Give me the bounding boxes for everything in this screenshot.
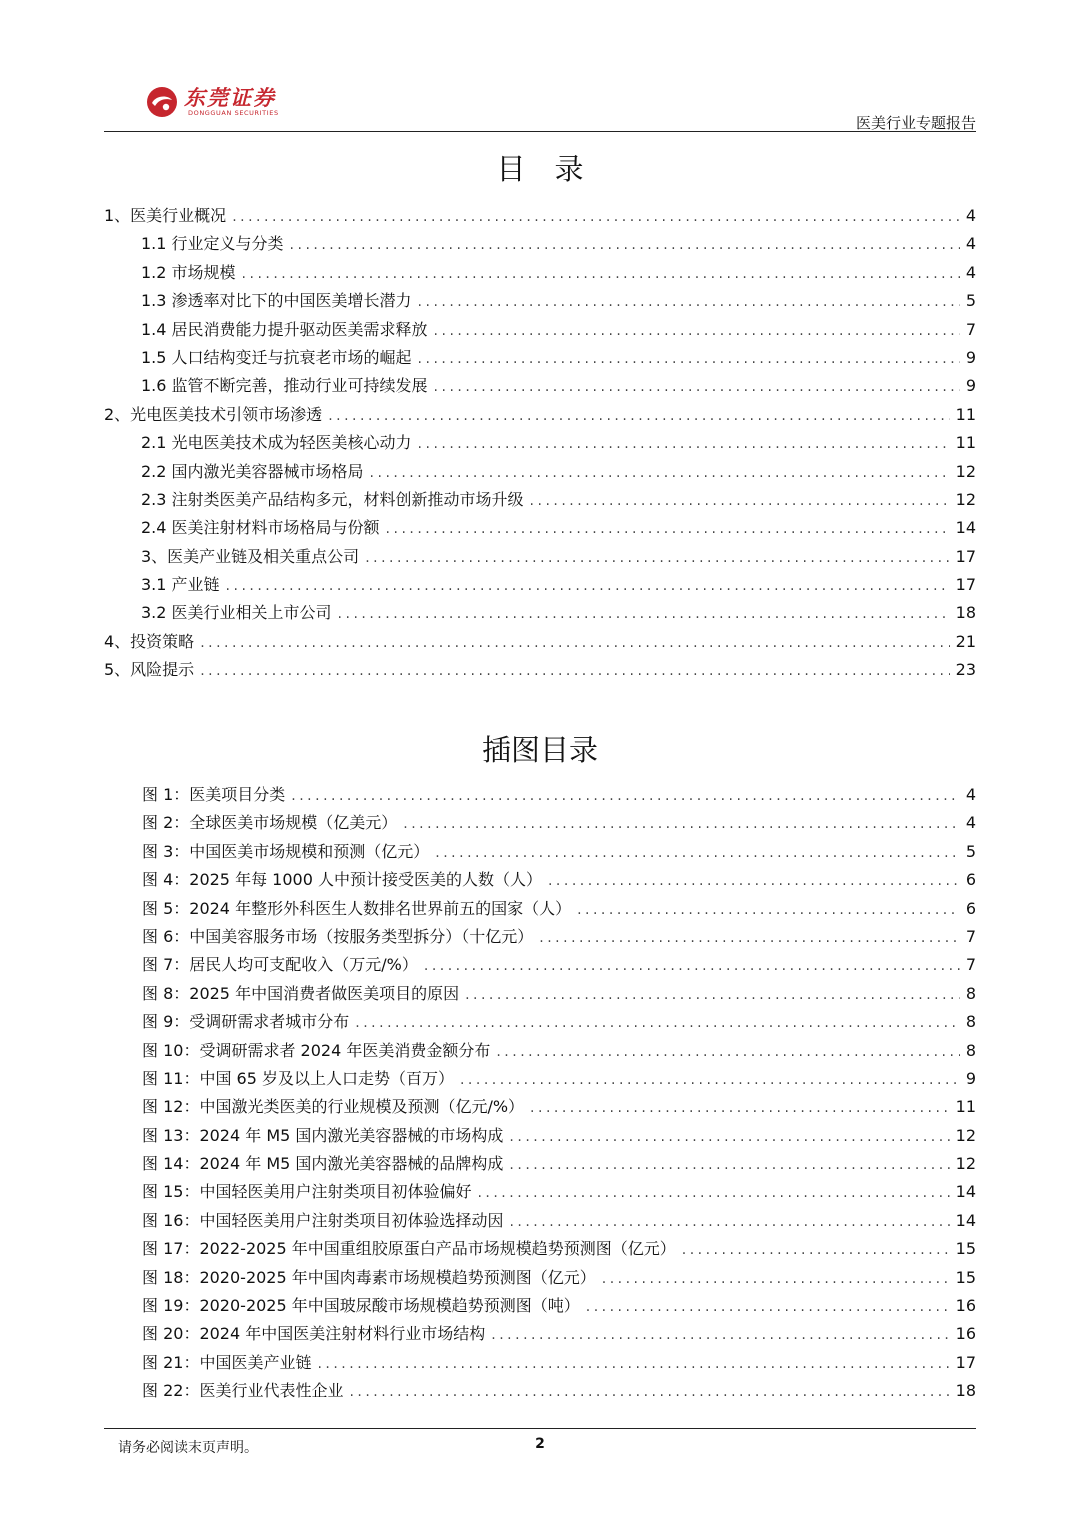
toc-entry-page: 14 bbox=[955, 518, 976, 538]
toc-entry-label: 3.2 医美行业相关上市公司 bbox=[141, 603, 332, 623]
figure-entry-page: 15 bbox=[955, 1267, 976, 1287]
figure-entry-label: 图 3：中国医美市场规模和预测（亿元） bbox=[142, 841, 430, 861]
page-number: 2 bbox=[535, 1436, 545, 1452]
brand-logo bbox=[146, 86, 279, 118]
dot-leader bbox=[509, 1155, 949, 1175]
figure-entry-label: 图 15：中国轻医美用户注射类项目初体验偏好 bbox=[142, 1182, 472, 1202]
dot-leader bbox=[338, 604, 950, 624]
dot-leader bbox=[349, 1382, 949, 1402]
toc-entry-label: 2.4 医美注射材料市场格局与份额 bbox=[141, 518, 380, 538]
figure-entry-label: 图 7：居民人均可支配收入（万元/%） bbox=[142, 955, 418, 975]
figure-entry-label: 图 4：2025 年每 1000 人中预计接受医美的人数（人） bbox=[142, 870, 542, 890]
figure-entry-label: 图 19：2020-2025 年中国玻尿酸市场规模趋势预测图（吨） bbox=[142, 1296, 580, 1316]
dot-leader bbox=[290, 235, 960, 255]
figure-entry-page: 15 bbox=[955, 1239, 976, 1259]
figure-entry-page: 4 bbox=[965, 785, 976, 804]
dot-leader bbox=[435, 843, 960, 863]
figure-entry[interactable] bbox=[142, 1097, 976, 1125]
disclaimer-note: 请务必阅读末页声明。 bbox=[118, 1440, 258, 1456]
brand-logo-mark-icon bbox=[146, 86, 178, 118]
toc-entry[interactable] bbox=[104, 603, 976, 631]
dot-leader bbox=[586, 1297, 950, 1317]
toc-entry-label: 3、医美产业链及相关重点公司 bbox=[141, 546, 360, 566]
figure-entry[interactable] bbox=[142, 1324, 976, 1352]
toc-entry-label: 1.4 居民消费能力提升驱动医美需求释放 bbox=[141, 319, 428, 339]
figure-entry-label: 图 6：中国美容服务市场（按服务类型拆分）（十亿元） bbox=[142, 926, 534, 946]
toc-entry-label: 1.5 人口结构变迁与抗衰老市场的崛起 bbox=[141, 347, 412, 367]
figure-entry-label: 图 17：2022-2025 年中国重组胶原蛋白产品市场规模趋势预测图（亿元） bbox=[142, 1239, 676, 1259]
figure-entry[interactable] bbox=[142, 1353, 976, 1381]
toc-entry[interactable] bbox=[104, 405, 976, 433]
toc-entry-label: 5、风险提示 bbox=[104, 660, 195, 680]
brand-name-cn: 东莞证券 bbox=[184, 84, 276, 110]
toc-entry[interactable] bbox=[104, 462, 976, 490]
figure-entry-page: 6 bbox=[965, 870, 976, 890]
figure-list bbox=[142, 785, 976, 1410]
toc-entry-page: 11 bbox=[955, 404, 976, 424]
figure-entry-label: 图 10：受调研需求者 2024 年医美消费金额分布 bbox=[142, 1040, 491, 1060]
toc-entry-page: 23 bbox=[955, 660, 976, 680]
figure-entry-page: 8 bbox=[965, 983, 976, 1003]
dot-leader bbox=[200, 633, 949, 653]
dot-leader bbox=[682, 1240, 950, 1260]
dot-leader bbox=[370, 463, 950, 483]
page-header bbox=[104, 82, 976, 134]
dot-leader bbox=[496, 1042, 959, 1062]
dot-leader bbox=[530, 1098, 950, 1118]
figure-entry-page: 11 bbox=[955, 1097, 976, 1117]
toc-entry-page: 4 bbox=[965, 234, 976, 254]
toc-entry[interactable] bbox=[104, 660, 976, 688]
figure-entry[interactable] bbox=[142, 785, 976, 813]
toc-entry-label: 2.3 注射类医美产品结构多元，材料创新推动市场升级 bbox=[141, 489, 524, 509]
dot-leader bbox=[530, 491, 950, 511]
figure-entry[interactable] bbox=[142, 984, 976, 1012]
figure-entry-page: 12 bbox=[955, 1154, 976, 1174]
toc-entry-label: 1.1 行业定义与分类 bbox=[141, 234, 284, 254]
toc-entry-page: 12 bbox=[955, 461, 976, 481]
dot-leader bbox=[602, 1269, 950, 1289]
toc-entry[interactable] bbox=[104, 575, 976, 603]
figure-entry-label: 图 20：2024 年中国医美注射材料行业市场结构 bbox=[142, 1324, 486, 1344]
figure-entry-page: 8 bbox=[965, 1012, 976, 1032]
toc-entry-page: 9 bbox=[965, 376, 976, 396]
dot-leader bbox=[424, 956, 960, 976]
dot-leader bbox=[418, 292, 960, 312]
dot-leader bbox=[460, 1070, 960, 1090]
figure-entry-page: 16 bbox=[955, 1324, 976, 1344]
dot-leader bbox=[403, 814, 960, 834]
toc-entry-label: 3.1 产业链 bbox=[141, 575, 220, 595]
dot-leader bbox=[386, 519, 950, 539]
figure-entry-label: 图 8：2025 年中国消费者做医美项目的原因 bbox=[142, 983, 460, 1003]
toc-entry[interactable] bbox=[104, 206, 976, 234]
toc-entry-page: 17 bbox=[955, 575, 976, 595]
dot-leader bbox=[418, 349, 960, 369]
figure-entry-page: 18 bbox=[955, 1381, 976, 1401]
figure-entry-page: 14 bbox=[955, 1182, 976, 1202]
figure-entry-page: 4 bbox=[965, 813, 976, 833]
toc-entry[interactable] bbox=[104, 263, 976, 291]
figure-entry-label: 图 2：全球医美市场规模（亿美元） bbox=[142, 813, 398, 833]
figure-entry-page: 7 bbox=[965, 955, 976, 975]
figure-entry-page: 17 bbox=[955, 1352, 976, 1372]
toc-entry-label: 1.3 渗透率对比下的中国医美增长潜力 bbox=[141, 291, 412, 311]
figure-entry-label: 图 5：2024 年整形外科医生人数排名世界前五的国家（人） bbox=[142, 898, 572, 918]
dot-leader bbox=[539, 928, 960, 948]
dot-leader bbox=[491, 1325, 949, 1345]
toc-entry-page: 17 bbox=[955, 546, 976, 566]
dot-leader bbox=[317, 1354, 949, 1374]
figure-entry[interactable] bbox=[142, 1381, 976, 1409]
toc-entry-label: 1.2 市场规模 bbox=[141, 262, 236, 282]
figure-entry[interactable] bbox=[142, 1182, 976, 1210]
toc-entry-page: 11 bbox=[955, 433, 976, 453]
figure-entry-label: 图 12：中国激光类医美的行业规模及预测（亿元/%） bbox=[142, 1097, 525, 1117]
figure-entry-label: 图 1：医美项目分类 bbox=[142, 785, 286, 804]
toc-entry-label: 2.2 国内激光美容器械市场格局 bbox=[141, 461, 364, 481]
toc-entry[interactable] bbox=[104, 490, 976, 518]
toc-entry-page: 12 bbox=[955, 489, 976, 509]
figure-entry-label: 图 22：医美行业代表性企业 bbox=[142, 1381, 344, 1401]
figure-entry-page: 16 bbox=[955, 1296, 976, 1316]
dot-leader bbox=[434, 377, 960, 397]
dot-leader bbox=[465, 985, 960, 1005]
toc-title: 目 录 bbox=[496, 152, 584, 186]
dot-leader bbox=[291, 786, 960, 806]
figure-entry-page: 7 bbox=[965, 926, 976, 946]
figure-entry-page: 6 bbox=[965, 898, 976, 918]
report-type: 医美行业专题报告 bbox=[855, 114, 976, 132]
toc-entry[interactable] bbox=[104, 234, 976, 262]
toc-entry[interactable] bbox=[104, 433, 976, 461]
toc-entry-page: 4 bbox=[965, 262, 976, 282]
dot-leader bbox=[548, 871, 960, 891]
toc-entry-label: 2.1 光电医美技术成为轻医美核心动力 bbox=[141, 433, 412, 453]
toc-entry-page: 5 bbox=[965, 291, 976, 311]
dot-leader bbox=[434, 321, 960, 341]
toc-entry[interactable] bbox=[104, 632, 976, 660]
dot-leader bbox=[418, 434, 950, 454]
toc-list bbox=[104, 206, 976, 689]
figure-entry-label: 图 16：中国轻医美用户注射类项目初体验选择动因 bbox=[142, 1210, 504, 1230]
toc-entry-page: 21 bbox=[955, 631, 976, 651]
figure-entry[interactable] bbox=[142, 899, 976, 927]
figure-entry[interactable] bbox=[142, 1211, 976, 1239]
figure-entry[interactable] bbox=[142, 955, 976, 983]
toc-entry[interactable] bbox=[104, 320, 976, 348]
dot-leader bbox=[355, 1013, 960, 1033]
figure-entry[interactable] bbox=[142, 1012, 976, 1040]
dot-leader bbox=[365, 548, 949, 568]
toc-entry-label: 1、医美行业概况 bbox=[104, 206, 227, 225]
figure-entry[interactable] bbox=[142, 927, 976, 955]
dot-leader bbox=[242, 264, 960, 284]
dot-leader bbox=[577, 900, 960, 920]
toc-entry[interactable] bbox=[104, 291, 976, 319]
figure-entry[interactable] bbox=[142, 1041, 976, 1069]
figure-entry-label: 图 11：中国 65 岁及以上人口走势（百万） bbox=[142, 1068, 454, 1088]
figure-entry-label: 图 13：2024 年 M5 国内激光美容器械的市场构成 bbox=[142, 1125, 504, 1145]
page-footer bbox=[104, 1428, 976, 1456]
toc-entry-label: 4、投资策略 bbox=[104, 631, 195, 651]
toc-entry[interactable] bbox=[104, 348, 976, 376]
figure-entry[interactable] bbox=[142, 1069, 976, 1097]
dot-leader bbox=[232, 207, 960, 227]
header-divider bbox=[104, 131, 976, 132]
figure-entry-page: 14 bbox=[955, 1210, 976, 1230]
figure-entry-page: 8 bbox=[965, 1040, 976, 1060]
figure-entry-page: 12 bbox=[955, 1125, 976, 1145]
footer-divider bbox=[104, 1428, 976, 1429]
figure-entry-page: 5 bbox=[965, 841, 976, 861]
figure-entry[interactable] bbox=[142, 870, 976, 898]
toc-entry[interactable] bbox=[104, 518, 976, 546]
toc-entry-page: 9 bbox=[965, 347, 976, 367]
figure-entry-label: 图 21：中国医美产业链 bbox=[142, 1352, 312, 1372]
figure-entry-page: 9 bbox=[965, 1068, 976, 1088]
toc-entry[interactable] bbox=[104, 547, 976, 575]
figure-entry[interactable] bbox=[142, 1126, 976, 1154]
dot-leader bbox=[328, 406, 949, 426]
dot-leader bbox=[226, 576, 950, 596]
figure-entry[interactable] bbox=[142, 1239, 976, 1267]
dot-leader bbox=[477, 1183, 949, 1203]
figure-entry-label: 图 18：2020-2025 年中国肉毒素市场规模趋势预测图（亿元） bbox=[142, 1267, 596, 1287]
figure-entry-label: 图 14：2024 年 M5 国内激光美容器械的品牌构成 bbox=[142, 1154, 504, 1174]
dot-leader bbox=[509, 1212, 949, 1232]
dot-leader bbox=[509, 1127, 949, 1147]
toc-entry[interactable] bbox=[104, 376, 976, 404]
figure-entry-label: 图 9：受调研需求者城市分布 bbox=[142, 1012, 350, 1032]
figures-title: 插图目录 bbox=[481, 733, 598, 767]
toc-entry-label: 1.6 监管不断完善，推动行业可持续发展 bbox=[141, 376, 428, 396]
figure-entry[interactable] bbox=[142, 1296, 976, 1324]
figure-entry[interactable] bbox=[142, 1268, 976, 1296]
figure-entry[interactable] bbox=[142, 813, 976, 841]
toc-entry-page: 4 bbox=[965, 206, 976, 225]
toc-entry-page: 7 bbox=[965, 319, 976, 339]
figure-entry[interactable] bbox=[142, 842, 976, 870]
toc-entry-page: 18 bbox=[955, 603, 976, 623]
brand-name-en: DONGGUAN SECURITIES bbox=[188, 108, 279, 117]
dot-leader bbox=[200, 661, 949, 681]
figure-entry[interactable] bbox=[142, 1154, 976, 1182]
toc-entry-label: 2、光电医美技术引领市场渗透 bbox=[104, 404, 323, 424]
